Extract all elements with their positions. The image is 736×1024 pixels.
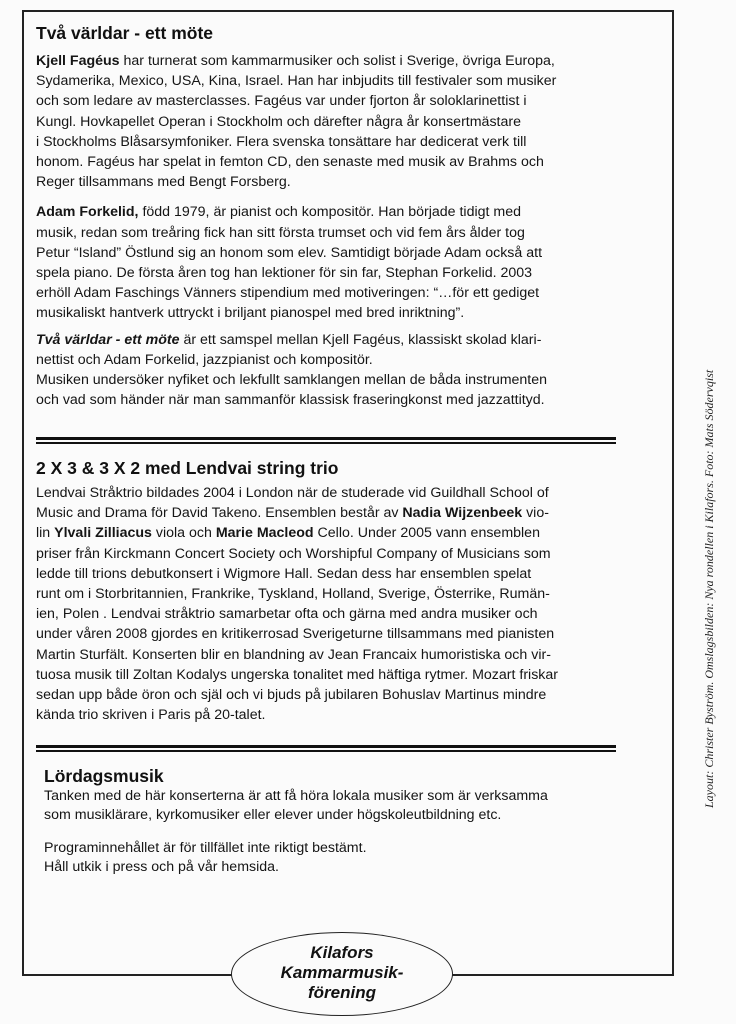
text-line: Musiken undersöker nyfiket och lekfullt samklangen mellan de båda instrumenten (36, 372, 548, 389)
text-line: nettist och Adam Forkelid, jazzpianist och kompositör. (36, 351, 373, 368)
text-line: och som ledare av masterclasses. Fagéus var under fjorton år soloklarinettist i (36, 93, 527, 110)
line-text: vio- (522, 505, 549, 522)
logo-line: Kilafors (310, 943, 374, 962)
section-divider (36, 745, 616, 752)
text-line: erhöll Adam Faschings Vänners stipendium med motiveringen: “…för ett gediget (36, 285, 540, 302)
paragraph-samspel (36, 330, 556, 411)
text-line: Programinnehållet är för tillfället inte riktigt bestämt. (44, 840, 367, 856)
line-text: viola och (151, 525, 216, 542)
text-line (36, 523, 558, 543)
logo-line: Kammarmusik- (280, 963, 404, 982)
bold-italic-title: Två världar - ett möte (36, 331, 180, 348)
text-line: som musiklärare, kyrkomusiker eller elever under högskoleutbildning etc. (44, 807, 502, 823)
text-line: spela piano. De första åren tog han lektioner för sin far, Stephan Forkelid. 2003 (36, 265, 533, 282)
text-line (36, 51, 556, 71)
line-text: lin (36, 525, 55, 542)
section-title: 2 X 3 & 3 X 2 med Lendvai string trio (36, 458, 339, 478)
text-line: sedan upp både öron och själ och vi bjuds på jubilaren Bohuslav Martinus mindre (36, 687, 547, 704)
text-line: Reger tillsammans med Bengt Forsberg. (36, 174, 291, 191)
section-title: Två världar - ett möte (36, 23, 213, 43)
section-tva-varldar (36, 22, 556, 410)
text-line: kända trio skriven i Paris på 20-talet. (36, 707, 266, 724)
paragraph-program (44, 839, 548, 877)
text-line: musik, redan som treåring fick han sitt första trumset och vid fem års ålder tog (36, 224, 525, 241)
text-line: Martin Sturfält. Konserten blir en blandning av Jean Francaix humoristiska och vir- (36, 646, 551, 663)
text-line: runt om i Storbritannien, Frankrike, Tyskland, Holland, Sverige, Österrike, Rumän- (36, 586, 550, 603)
line-text: född 1979, är pianist och kompositör. Han började tidigt med (138, 204, 522, 221)
text-line: Tanken med de här konserterna är att få höra lokala musiker som är verksamma (44, 788, 548, 804)
text-line: i Stockholms Blåsarsymfoniker. Flera svenska tonsättare har dedicerat verk till (36, 133, 527, 150)
text-line: Håll utkik i press och på vår hemsida. (44, 859, 279, 875)
line-text: har turnerat som kammarmusiker och solist i Sverige, övriga Europa, (119, 53, 555, 69)
text-line: musikaliskt hantverk uttryckt i briljant pianospel med bred inriktning”. (36, 305, 465, 322)
text-line: Sydamerika, Mexico, USA, Kina, Israel. Han har inbjudits till festivaler som musiker (36, 73, 557, 90)
bold-name: Marie Macleod (215, 525, 314, 542)
text-line: Kungl. Hovkapellet Operan i Stockholm och därefter några år konsertmästare (36, 113, 521, 130)
text-line: priser från Kirckmann Concert Society och Worshipful Company of Musicians som (36, 545, 551, 562)
paragraph-adam-forkelid (36, 202, 556, 323)
text-line: ledde till trions debutkonsert i Wigmore Hall. Sedan dess har ensemblen spelat (36, 565, 532, 582)
line-text: Cello. Under 2005 vann ensemblen (313, 525, 540, 542)
kilafors-logo (231, 932, 453, 1016)
bold-name: Adam Forkelid, (36, 204, 139, 221)
text-line: ien, Polen . Lendvai stråktrio samarbetar ofta och gärna med andra musiker och (36, 606, 538, 623)
text-line (36, 202, 556, 222)
paragraph-lendvai (36, 483, 558, 725)
text-line: under våren 2008 gjordes en kritikerrosad Sverigeturne tillsammans med pianisten (36, 626, 555, 643)
text-line (36, 503, 558, 523)
line-text: är ett samspel mellan Kjell Fagéus, klassiskt skolad klari- (179, 331, 542, 348)
section-lendvai-trio (36, 457, 558, 725)
text-line: och vad som händer när man sammanför klassisk fraseringkonst med jazzattityd. (36, 392, 545, 409)
bold-name: Nadia Wijzenbeek (402, 505, 523, 522)
side-credit: Layout: Christer Byström. Omslagsbilden: Nya rondellen i Kilafors. Foto: Mats Södervqist (702, 369, 716, 808)
text-line: tuosa musik till Zoltan Kodalys ungerska tonalitet med häftiga rytmer. Mozart friskar (36, 666, 558, 683)
section-divider (36, 437, 616, 444)
line-text: Music and Drama för David Takeno. Ensemblen består av (36, 505, 403, 522)
bold-name: Kjell Fagéus (36, 53, 120, 69)
section-lordagsmusik (44, 765, 548, 877)
text-line: honom. Fagéus har spelat in femton CD, den senaste med musik av Brahms och (36, 154, 544, 171)
text-line: Petur “Island” Östlund sig an honom som elev. Samtidigt började Adam också att (36, 244, 543, 261)
bold-name: Ylvali Zilliacus (54, 525, 152, 542)
paragraph-kjell-fageus (36, 51, 556, 192)
text-line: Lendvai Stråktrio bildades 2004 i London när de studerade vid Guildhall School of (36, 485, 549, 501)
logo-line: förening (308, 983, 376, 1002)
paragraph-lordagsmusik (44, 787, 548, 825)
text-line (36, 330, 556, 350)
section-title: Lördagsmusik (44, 766, 164, 786)
